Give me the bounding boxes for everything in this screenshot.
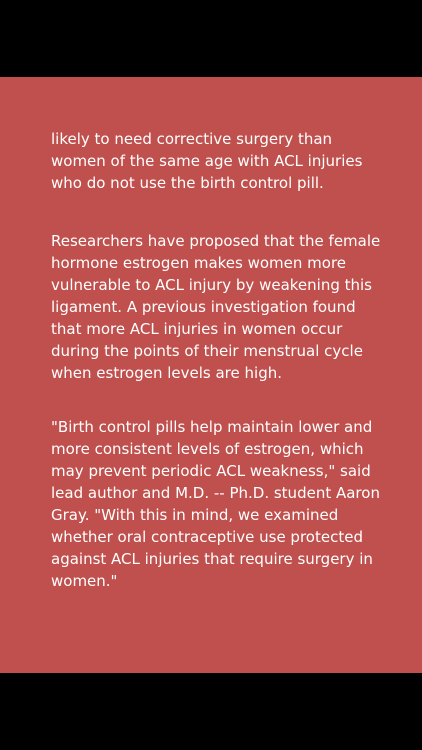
article-paragraph-1: likely to need corrective surgery than women of the same age with ACL injuries who do not use the birth control pill. bbox=[51, 130, 363, 192]
top-letterbox-bar bbox=[0, 0, 422, 77]
article-paragraph-2: Researchers have proposed that the female hormone estrogen makes women more vulnerable to ACL injury by weakening this ligament. A previous investigation found that more ACL injuries in women occur during the points of their menstrual cycle when estrogen levels are high. bbox=[51, 232, 381, 382]
bottom-letterbox-bar bbox=[0, 673, 422, 750]
article-paragraph-3: "Birth control pills help maintain lower and more consistent levels of estrogen, which may prevent periodic ACL weakness," said lead author and M.D. -- Ph.D. student Aaron Gray. "With this in mind, we examined whether oral contraceptive use protected against ACL injuries that require surgery in women." bbox=[51, 418, 380, 590]
